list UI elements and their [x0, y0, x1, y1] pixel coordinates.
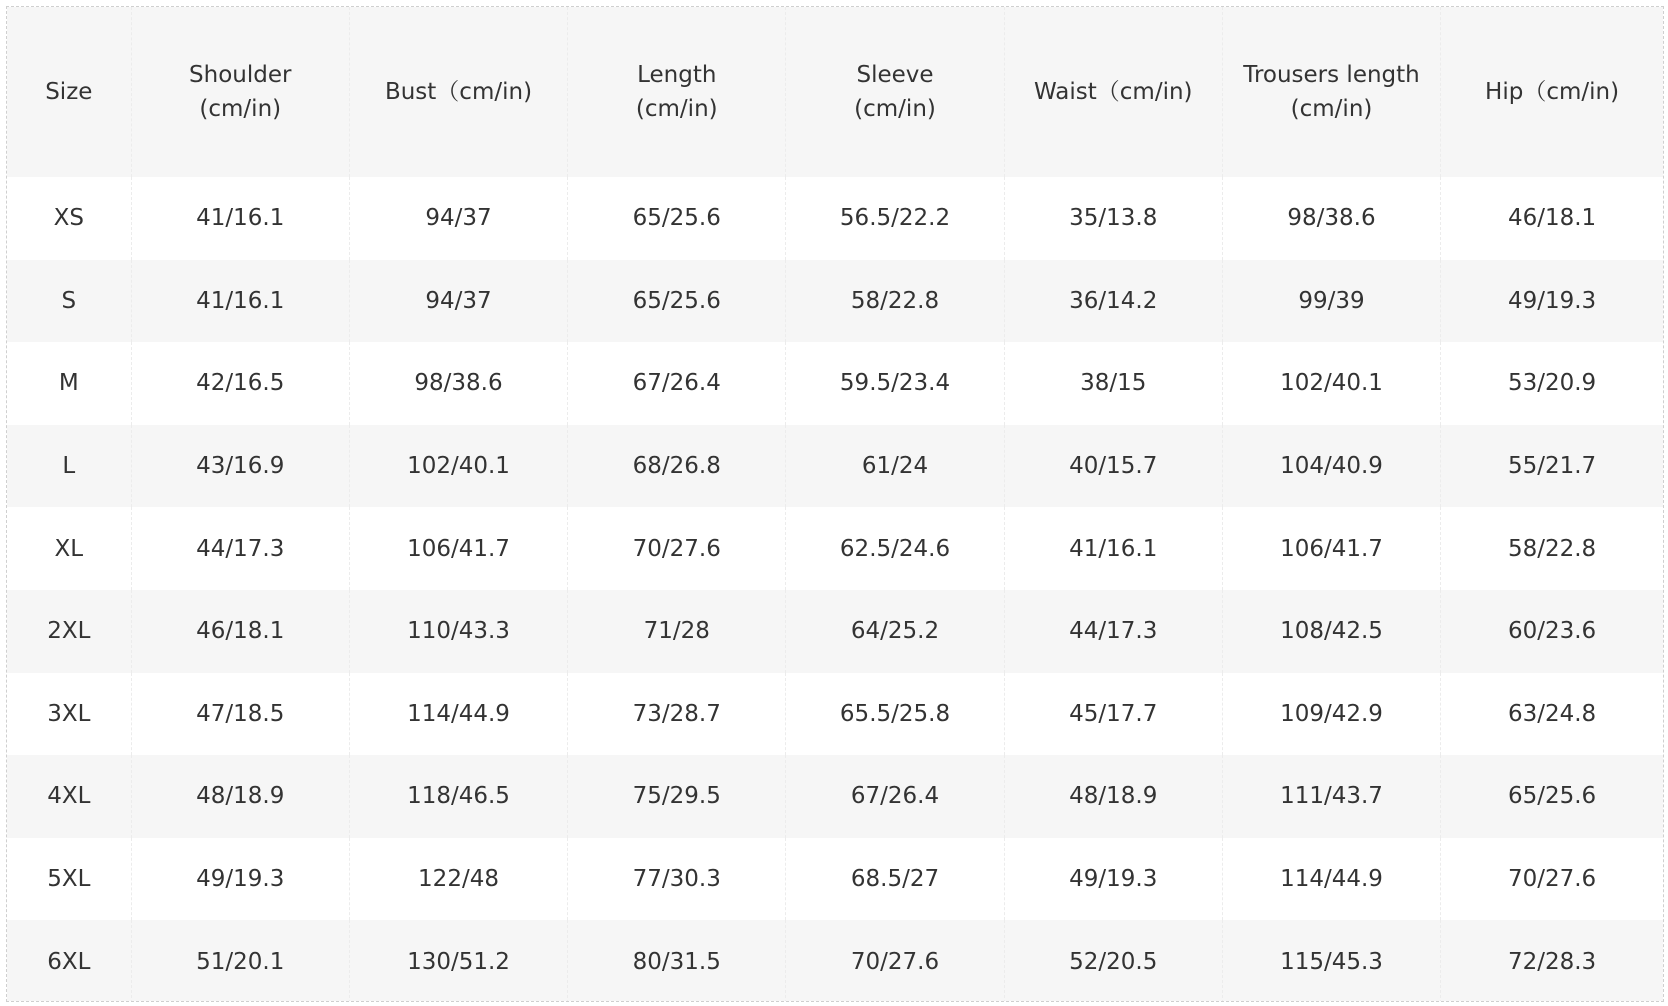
cell-hip: 70/27.6 — [1441, 838, 1663, 921]
cell-size: 5XL — [7, 838, 131, 921]
cell-waist: 41/16.1 — [1004, 507, 1222, 590]
cell-trousers-length: 114/44.9 — [1222, 838, 1440, 921]
cell-sleeve: 56.5/22.2 — [786, 177, 1004, 260]
cell-trousers-length: 108/42.5 — [1222, 590, 1440, 673]
cell-bust: 98/38.6 — [349, 342, 567, 425]
cell-sleeve: 62.5/24.6 — [786, 507, 1004, 590]
cell-length: 73/28.7 — [568, 673, 786, 756]
cell-bust: 94/37 — [349, 177, 567, 260]
cell-shoulder: 41/16.1 — [131, 260, 349, 343]
cell-sleeve: 64/25.2 — [786, 590, 1004, 673]
cell-trousers-length: 111/43.7 — [1222, 755, 1440, 838]
cell-waist: 35/13.8 — [1004, 177, 1222, 260]
header-size: Size — [7, 7, 131, 177]
cell-trousers-length: 109/42.9 — [1222, 673, 1440, 756]
cell-length: 70/27.6 — [568, 507, 786, 590]
cell-bust: 114/44.9 — [349, 673, 567, 756]
table-row — [7, 673, 1663, 756]
header-sleeve — [786, 7, 1004, 177]
cell-size: 4XL — [7, 755, 131, 838]
cell-hip: 65/25.6 — [1441, 755, 1663, 838]
cell-shoulder: 41/16.1 — [131, 177, 349, 260]
cell-hip: 72/28.3 — [1441, 920, 1663, 1002]
cell-bust: 94/37 — [349, 260, 567, 343]
header-trousers-length-label: Trousers length (cm/in) — [1243, 62, 1420, 122]
cell-shoulder: 42/16.5 — [131, 342, 349, 425]
cell-hip: 60/23.6 — [1441, 590, 1663, 673]
table-row — [7, 755, 1663, 838]
size-rows — [7, 177, 1663, 1002]
cell-length: 71/28 — [568, 590, 786, 673]
cell-waist: 40/15.7 — [1004, 425, 1222, 508]
cell-trousers-length: 115/45.3 — [1222, 920, 1440, 1002]
cell-size: XS — [7, 177, 131, 260]
cell-shoulder: 47/18.5 — [131, 673, 349, 756]
cell-size: M — [7, 342, 131, 425]
cell-length: 67/26.4 — [568, 342, 786, 425]
cell-length: 65/25.6 — [568, 260, 786, 343]
cell-sleeve: 61/24 — [786, 425, 1004, 508]
header-hip: Hip（cm/in) — [1441, 7, 1663, 177]
cell-shoulder: 49/19.3 — [131, 838, 349, 921]
cell-shoulder: 48/18.9 — [131, 755, 349, 838]
table-row — [7, 260, 1663, 343]
header-length — [568, 7, 786, 177]
table-row — [7, 838, 1663, 921]
cell-hip: 58/22.8 — [1441, 507, 1663, 590]
cell-waist: 52/20.5 — [1004, 920, 1222, 1002]
cell-size: L — [7, 425, 131, 508]
table-row — [7, 425, 1663, 508]
cell-waist: 45/17.7 — [1004, 673, 1222, 756]
cell-shoulder: 46/18.1 — [131, 590, 349, 673]
cell-sleeve: 67/26.4 — [786, 755, 1004, 838]
header-bust: Bust（cm/in) — [349, 7, 567, 177]
table-row — [7, 342, 1663, 425]
cell-length: 80/31.5 — [568, 920, 786, 1002]
header-trousers-length — [1222, 7, 1440, 177]
cell-waist: 49/19.3 — [1004, 838, 1222, 921]
cell-trousers-length: 102/40.1 — [1222, 342, 1440, 425]
cell-hip: 49/19.3 — [1441, 260, 1663, 343]
cell-shoulder: 51/20.1 — [131, 920, 349, 1002]
cell-bust: 102/40.1 — [349, 425, 567, 508]
header-shoulder — [131, 7, 349, 177]
cell-size: 2XL — [7, 590, 131, 673]
cell-sleeve: 59.5/23.4 — [786, 342, 1004, 425]
cell-waist: 36/14.2 — [1004, 260, 1222, 343]
cell-bust: 110/43.3 — [349, 590, 567, 673]
cell-hip: 46/18.1 — [1441, 177, 1663, 260]
header-waist: Waist（cm/in) — [1004, 7, 1222, 177]
header-shoulder-label: Shoulder (cm/in) — [189, 62, 292, 122]
size-chart — [6, 6, 1664, 1002]
cell-bust: 130/51.2 — [349, 920, 567, 1002]
cell-sleeve: 58/22.8 — [786, 260, 1004, 343]
cell-trousers-length: 106/41.7 — [1222, 507, 1440, 590]
cell-size: XL — [7, 507, 131, 590]
cell-hip: 63/24.8 — [1441, 673, 1663, 756]
cell-trousers-length: 98/38.6 — [1222, 177, 1440, 260]
size-chart-table — [7, 7, 1663, 1002]
cell-length: 77/30.3 — [568, 838, 786, 921]
cell-bust: 122/48 — [349, 838, 567, 921]
cell-hip: 55/21.7 — [1441, 425, 1663, 508]
header-length-label: Length (cm/in) — [635, 62, 718, 122]
header-sleeve-label: Sleeve (cm/in) — [854, 62, 936, 122]
cell-size: 3XL — [7, 673, 131, 756]
cell-waist: 48/18.9 — [1004, 755, 1222, 838]
cell-length: 75/29.5 — [568, 755, 786, 838]
table-row — [7, 920, 1663, 1002]
cell-trousers-length: 99/39 — [1222, 260, 1440, 343]
cell-shoulder: 44/17.3 — [131, 507, 349, 590]
cell-bust: 118/46.5 — [349, 755, 567, 838]
cell-waist: 38/15 — [1004, 342, 1222, 425]
cell-trousers-length: 104/40.9 — [1222, 425, 1440, 508]
cell-waist: 44/17.3 — [1004, 590, 1222, 673]
cell-sleeve: 70/27.6 — [786, 920, 1004, 1002]
cell-shoulder: 43/16.9 — [131, 425, 349, 508]
cell-length: 68/26.8 — [568, 425, 786, 508]
cell-bust: 106/41.7 — [349, 507, 567, 590]
cell-hip: 53/20.9 — [1441, 342, 1663, 425]
table-row — [7, 507, 1663, 590]
table-row — [7, 590, 1663, 673]
cell-sleeve: 65.5/25.8 — [786, 673, 1004, 756]
cell-length: 65/25.6 — [568, 177, 786, 260]
header-row — [7, 7, 1663, 177]
cell-size: S — [7, 260, 131, 343]
cell-size: 6XL — [7, 920, 131, 1002]
table-row — [7, 177, 1663, 260]
cell-sleeve: 68.5/27 — [786, 838, 1004, 921]
